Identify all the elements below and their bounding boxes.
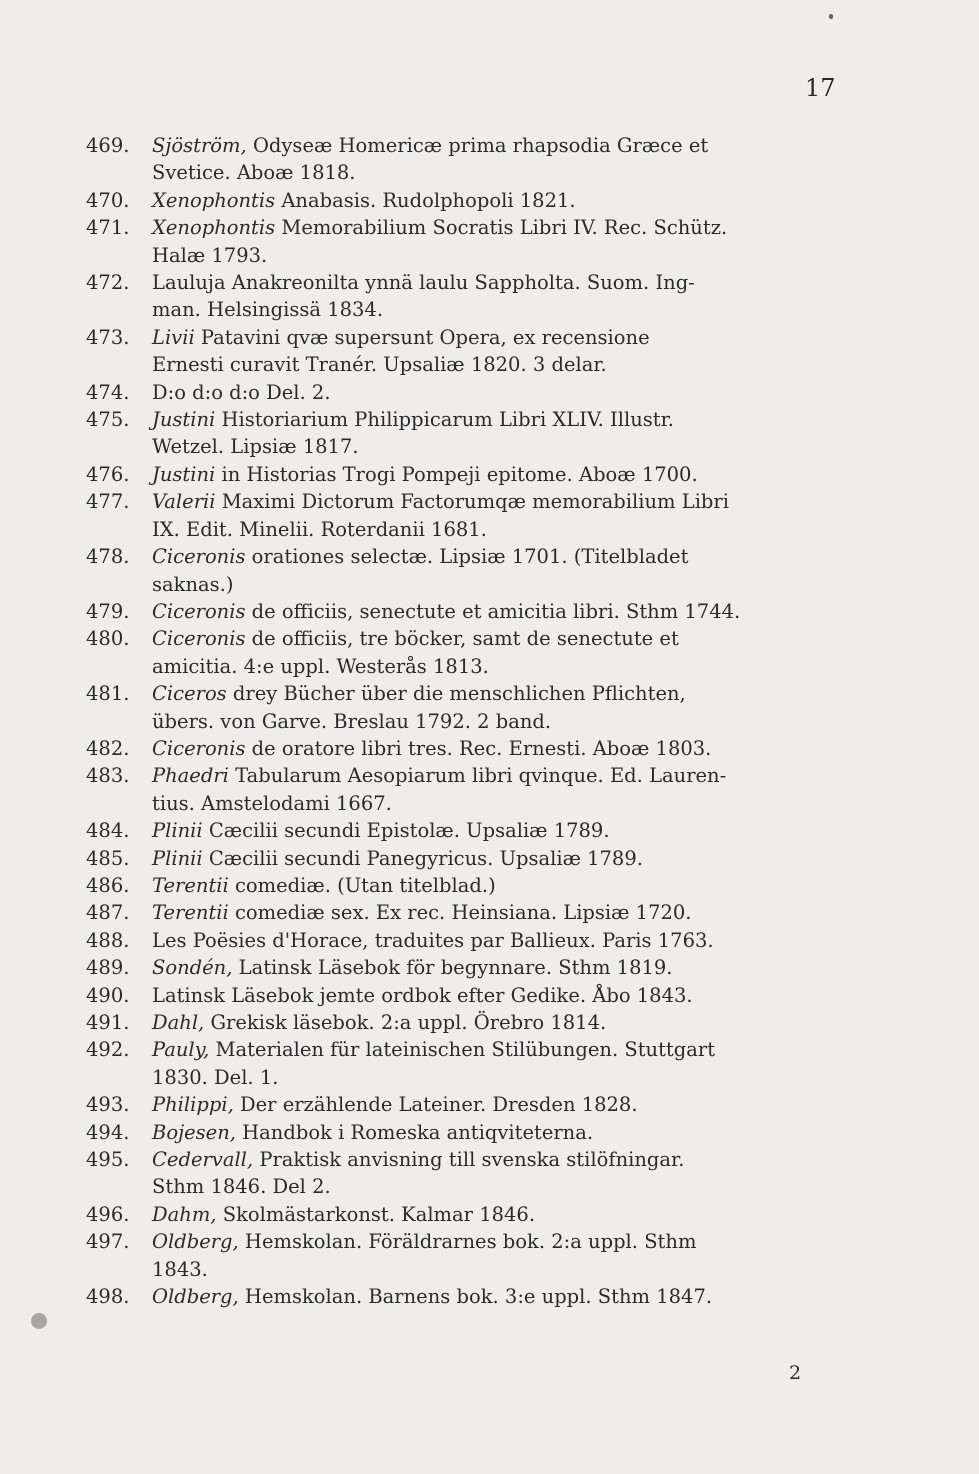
entry-title: comediæ. (Utan titelblad.)	[228, 873, 496, 897]
entry-continuation: übers. von Garve. Breslau 1792. 2 band.	[152, 709, 552, 733]
entry-author: Sjöström,	[152, 134, 247, 157]
catalogue-entry	[86, 269, 846, 324]
entry-number: 492.	[86, 1038, 130, 1062]
catalogue-entries	[86, 132, 846, 1310]
entry-author: Oldberg,	[152, 1285, 239, 1309]
entry-author: Ciceronis	[152, 545, 246, 569]
entry-continuation: Sthm 1846. Del 2.	[152, 1175, 331, 1199]
entry-continuation: Ernesti curavit Tranér. Upsaliæ 1820. 3 delar.	[152, 353, 607, 377]
entry-title: Hemskolan. Barnens bok. 3:e uppl. Sthm 1847.	[238, 1285, 713, 1309]
catalogue-entry	[86, 187, 846, 214]
entry-author: Xenophontis	[152, 188, 276, 212]
entry-continuation: Halæ 1793.	[152, 243, 268, 267]
entry-number: 496.	[86, 1202, 130, 1226]
entry-author: Valerii	[152, 490, 216, 514]
entry-number: 477.	[86, 490, 130, 514]
entry-number: 471.	[86, 216, 130, 240]
entry-number: 489.	[86, 956, 130, 980]
entry-title: Der erzählende Lateiner. Dresden 1828.	[233, 1093, 638, 1117]
catalogue-entry	[86, 1009, 846, 1036]
entry-title: de officiis, senectute et amicitia libri. Sthm 1744.	[245, 599, 741, 623]
entry-author: Ciceros	[152, 682, 227, 706]
entry-author: Cedervall,	[152, 1148, 254, 1172]
entry-title: Lauluja Anakreonilta ynnä laulu Sappholta. Suom. Ing-	[152, 271, 695, 295]
entry-number: 475.	[86, 408, 130, 432]
entry-title: Latinsk Läsebok jemte ordbok efter Gedike. Åbo 1843.	[152, 983, 693, 1007]
entry-number: 483.	[86, 764, 130, 788]
entry-text	[152, 214, 846, 269]
entry-author: Ciceronis	[152, 627, 246, 651]
entry-text	[152, 735, 846, 762]
entry-title: D:o d:o d:o Del. 2.	[152, 380, 331, 404]
entry-author: Terentii	[152, 873, 229, 897]
catalogue-entry	[86, 379, 846, 406]
entry-number: 478.	[86, 545, 130, 569]
entry-author: Sondén,	[152, 956, 233, 980]
catalogue-entry	[86, 1228, 846, 1283]
catalogue-entry	[86, 735, 846, 762]
catalogue-entry	[86, 324, 846, 379]
entry-continuation: 1843.	[152, 1257, 208, 1281]
entry-title: de oratore libri tres. Rec. Ernesti. Aboæ 1803.	[245, 736, 712, 760]
entry-number: 485.	[86, 846, 130, 870]
page-number: 17	[805, 74, 836, 102]
catalogue-entry	[86, 1036, 846, 1091]
entry-number: 487.	[86, 901, 130, 925]
entry-author: Ciceronis	[152, 599, 246, 623]
entry-continuation: man. Helsingissä 1834.	[152, 298, 384, 322]
entry-number: 495.	[86, 1148, 130, 1172]
entry-number: 497.	[86, 1230, 130, 1254]
ink-speck	[829, 14, 833, 19]
entry-number: 493.	[86, 1093, 130, 1117]
entry-author: Xenophontis	[152, 216, 276, 240]
entry-title: Tabularum Aesopiarum libri qvinque. Ed. Lauren-	[228, 764, 727, 788]
entry-title: Cæcilii secundi Panegyricus. Upsaliæ 1789.	[202, 846, 643, 870]
signature-mark: 2	[789, 1362, 802, 1384]
entry-text	[152, 379, 846, 406]
entry-text	[152, 461, 846, 488]
entry-number: 470.	[86, 188, 130, 212]
catalogue-entry	[86, 488, 846, 543]
entry-title: Handbok i Romeska antiqviteterna.	[235, 1120, 594, 1144]
entry-text	[152, 1119, 846, 1146]
entry-text	[152, 982, 846, 1009]
entry-text	[152, 1009, 846, 1036]
catalogue-entry	[86, 982, 846, 1009]
catalogue-entry	[86, 625, 846, 680]
catalogue-entry	[86, 954, 846, 981]
entry-text	[152, 762, 846, 817]
entry-number: 481.	[86, 682, 130, 706]
entry-text	[152, 269, 846, 324]
entry-title: Odyseæ Homericæ prima rhapsodia Græce et	[246, 134, 709, 157]
entry-text	[152, 406, 846, 461]
entry-author: Bojesen,	[152, 1120, 236, 1144]
entry-number: 480.	[86, 627, 130, 651]
catalogue-entry	[86, 1146, 846, 1201]
entry-number: 469.	[86, 134, 130, 157]
entry-title: Grekisk läsebok. 2:a uppl. Örebro 1814.	[204, 1011, 607, 1034]
entry-text	[152, 187, 846, 214]
entry-title: Les Poësies d'Horace, traduites par Ballieux. Paris 1763.	[152, 928, 714, 952]
entry-number: 484.	[86, 819, 130, 843]
catalogue-entry	[86, 899, 846, 926]
entry-text	[152, 1036, 846, 1091]
entry-title: Latinsk Läsebok för begynnare. Sthm 1819.	[232, 956, 673, 980]
entry-title: Maximi Dictorum Factorumqæ memorabilium Libri	[215, 490, 729, 514]
entry-text	[152, 954, 846, 981]
entry-author: Plinii	[152, 846, 203, 870]
entry-number: 488.	[86, 928, 130, 952]
catalogue-entry	[86, 543, 846, 598]
entry-title: in Historias Trogi Pompeji epitome. Aboæ 1700.	[215, 462, 698, 486]
catalogue-entry	[86, 872, 846, 899]
catalogue-entry	[86, 845, 846, 872]
entry-title: Praktisk anvisning till svenska stilöfningar.	[253, 1148, 685, 1172]
entry-continuation: Svetice. Aboæ 1818.	[152, 161, 356, 185]
entry-author: Ciceronis	[152, 736, 246, 760]
catalogue-entry	[86, 762, 846, 817]
catalogue-entry	[86, 1201, 846, 1228]
entry-title: Materialen für lateinischen Stilübungen. Stuttgart	[209, 1038, 716, 1062]
entry-author: Dahm,	[152, 1202, 217, 1226]
entry-text	[152, 132, 846, 187]
entry-text	[152, 598, 846, 625]
entry-continuation: 1830. Del. 1.	[152, 1065, 279, 1089]
entry-title: Patavini qvæ supersunt Opera, ex recensione	[194, 325, 650, 349]
entry-number: 472.	[86, 271, 130, 295]
entry-author: Terentii	[152, 901, 229, 925]
entry-title: Historiarium Philippicarum Libri XLIV. Illustr.	[215, 408, 674, 432]
entry-text	[152, 1283, 846, 1310]
entry-title: Memorabilium Socratis Libri IV. Rec. Schütz.	[275, 216, 728, 240]
entry-number: 479.	[86, 599, 130, 623]
entry-number: 474.	[86, 380, 130, 404]
entry-text	[152, 845, 846, 872]
entry-author: Phaedri	[152, 764, 229, 788]
entry-number: 491.	[86, 1011, 130, 1034]
entry-text	[152, 1091, 846, 1118]
catalogue-entry	[86, 461, 846, 488]
catalogue-entry	[86, 1091, 846, 1118]
entry-text	[152, 543, 846, 598]
entry-author: Pauly,	[152, 1038, 210, 1062]
entry-text	[152, 488, 846, 543]
entry-author: Plinii	[152, 819, 203, 843]
entry-text	[152, 817, 846, 844]
entry-number: 476.	[86, 462, 130, 486]
entry-title: Skolmästarkonst. Kalmar 1846.	[216, 1202, 536, 1226]
entry-number: 486.	[86, 873, 130, 897]
ink-blot	[31, 1313, 47, 1329]
catalogue-entry	[86, 1283, 846, 1310]
entry-number: 473.	[86, 325, 130, 349]
entry-author: Justini	[152, 462, 216, 486]
catalogue-entry	[86, 406, 846, 461]
entry-title: Hemskolan. Föräldrarnes bok. 2:a uppl. Sthm	[238, 1230, 697, 1254]
entry-text	[152, 927, 846, 954]
catalogue-entry	[86, 1119, 846, 1146]
entry-author: Justini	[152, 408, 216, 432]
entry-author: Oldberg,	[152, 1230, 239, 1254]
entry-title: drey Bücher über die menschlichen Pflichten,	[226, 682, 686, 706]
entry-text	[152, 1228, 846, 1283]
entry-number: 494.	[86, 1120, 130, 1144]
entry-text	[152, 680, 846, 735]
entry-text	[152, 324, 846, 379]
entry-text	[152, 899, 846, 926]
entry-number: 490.	[86, 983, 130, 1007]
entry-text	[152, 625, 846, 680]
entry-continuation: amicitia. 4:e uppl. Westerås 1813.	[152, 654, 489, 678]
catalogue-entry	[86, 132, 846, 187]
catalogue-entry	[86, 817, 846, 844]
entry-continuation: tius. Amstelodami 1667.	[152, 791, 392, 815]
entry-number: 482.	[86, 736, 130, 760]
entry-text	[152, 872, 846, 899]
entry-continuation: saknas.)	[152, 572, 234, 596]
entry-title: orationes selectæ. Lipsiæ 1701. (Titelbladet	[245, 545, 689, 569]
catalogue-entry	[86, 680, 846, 735]
entry-continuation: Wetzel. Lipsiæ 1817.	[152, 435, 359, 459]
entry-number: 498.	[86, 1285, 130, 1309]
entry-text	[152, 1146, 846, 1201]
catalogue-entry	[86, 927, 846, 954]
entry-author: Dahl,	[152, 1011, 205, 1034]
entry-title: comediæ sex. Ex rec. Heinsiana. Lipsiæ 1720.	[228, 901, 692, 925]
entry-author: Livii	[152, 325, 195, 349]
entry-title: Cæcilii secundi Epistolæ. Upsaliæ 1789.	[202, 819, 610, 843]
entry-title: Anabasis. Rudolphopoli 1821.	[275, 188, 576, 212]
entry-title: de officiis, tre böcker, samt de senectute et	[245, 627, 679, 651]
entry-continuation: IX. Edit. Minelii. Roterdanii 1681.	[152, 517, 487, 541]
entry-author: Philippi,	[152, 1093, 234, 1117]
catalogue-entry	[86, 214, 846, 269]
catalogue-entry	[86, 598, 846, 625]
entry-text	[152, 1201, 846, 1228]
